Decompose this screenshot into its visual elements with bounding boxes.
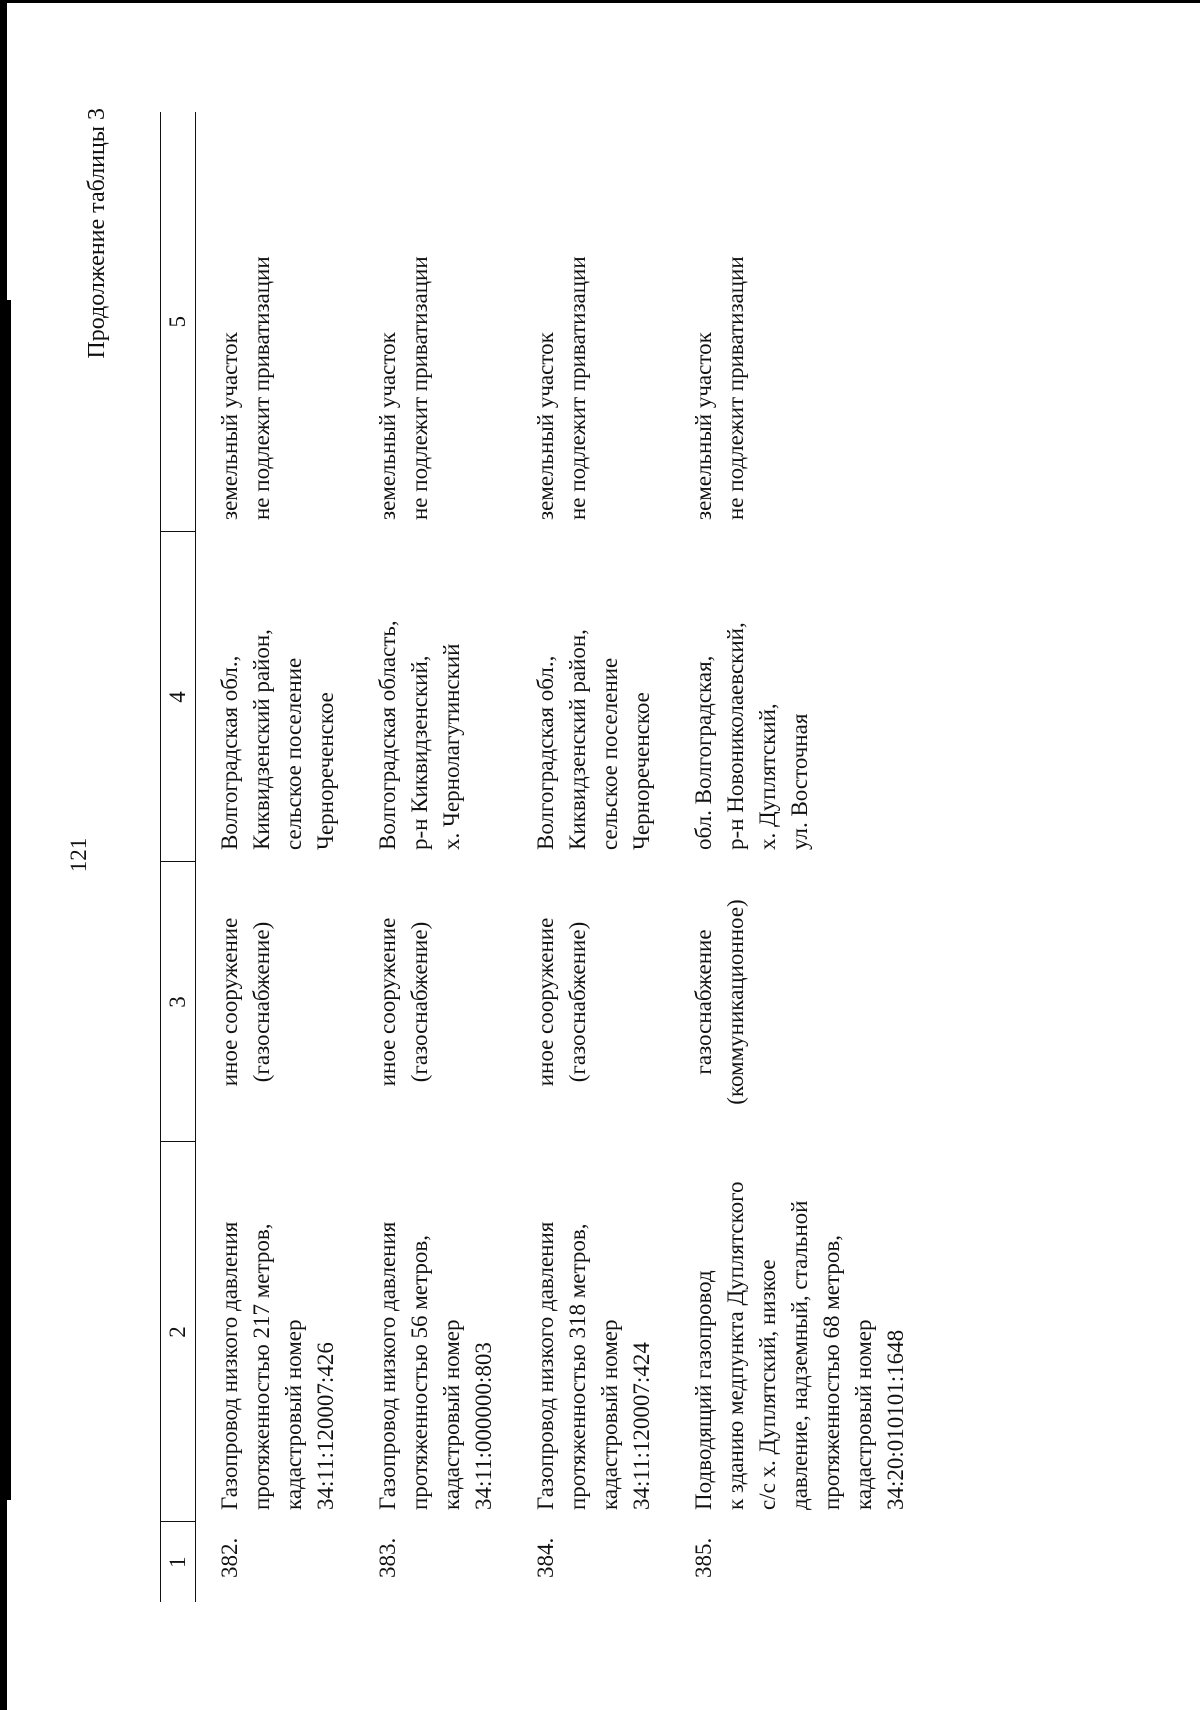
row-number: 383. bbox=[375, 1537, 400, 1578]
object-note: земельный участок не подлежит приватизации bbox=[375, 256, 432, 520]
object-type: иное сооружение (газоснабжение) bbox=[217, 917, 274, 1087]
object-type: иное сооружение (газоснабжение) bbox=[375, 917, 432, 1087]
column-header: 4 bbox=[161, 532, 196, 862]
object-type: иное сооружение (газоснабжение) bbox=[533, 917, 590, 1087]
table-row bbox=[214, 112, 372, 1602]
table-row bbox=[530, 112, 688, 1602]
table-caption: Продолжение таблицы 3 bbox=[84, 108, 110, 359]
object-note: земельный участок не подлежит приватизации bbox=[217, 256, 274, 520]
object-address: обл. Волгоградская, р-н Новониколаевский, х. Дуплятский, ул. Восточная bbox=[691, 622, 812, 850]
table-row bbox=[688, 112, 942, 1602]
object-note: земельный участок не подлежит приватизации bbox=[533, 256, 590, 520]
column-header: 1 bbox=[161, 1522, 196, 1602]
object-name: Подводящий газопровод к зданию медпункта Дуплятского с/с х. Дуплятский, низкое давление, надземный, стальной протяженностью 68 метров, кадастровый номер 34:20:010101:1648 bbox=[691, 1181, 908, 1510]
object-name: Газопровод низкого давления протяженностью 217 метров, кадастровый номер 34:11:120007:426 bbox=[217, 1221, 338, 1510]
column-header: 3 bbox=[161, 862, 196, 1142]
object-address: Волгоградская обл., Киквидзенский район, сельское поселение Чернореченское bbox=[533, 629, 654, 850]
object-name: Газопровод низкого давления протяженностью 318 метров, кадастровый номер 34:11:120007:424 bbox=[533, 1221, 654, 1510]
object-note: земельный участок не подлежит приватизации bbox=[691, 256, 748, 520]
column-header: 5 bbox=[161, 112, 196, 532]
row-number: 385. bbox=[691, 1537, 716, 1578]
row-number: 382. bbox=[217, 1537, 242, 1578]
column-header: 2 bbox=[161, 1142, 196, 1522]
table-row bbox=[372, 112, 530, 1602]
page-number: 121 bbox=[66, 837, 91, 873]
object-address: Волгоградская обл., Киквидзенский район, сельское поселение Чернореченское bbox=[217, 629, 338, 850]
row-number: 384. bbox=[533, 1537, 558, 1578]
property-table bbox=[160, 112, 942, 1602]
object-address: Волгоградская область, р-н Киквидзенский, х. Чернолагутинский bbox=[375, 620, 464, 850]
table-header-row bbox=[161, 112, 196, 1602]
object-type: газоснабжение (коммуникационное) bbox=[691, 899, 748, 1105]
object-name: Газопровод низкого давления протяженностью 56 метров, кадастровый номер 34:11:000000:803 bbox=[375, 1221, 496, 1510]
